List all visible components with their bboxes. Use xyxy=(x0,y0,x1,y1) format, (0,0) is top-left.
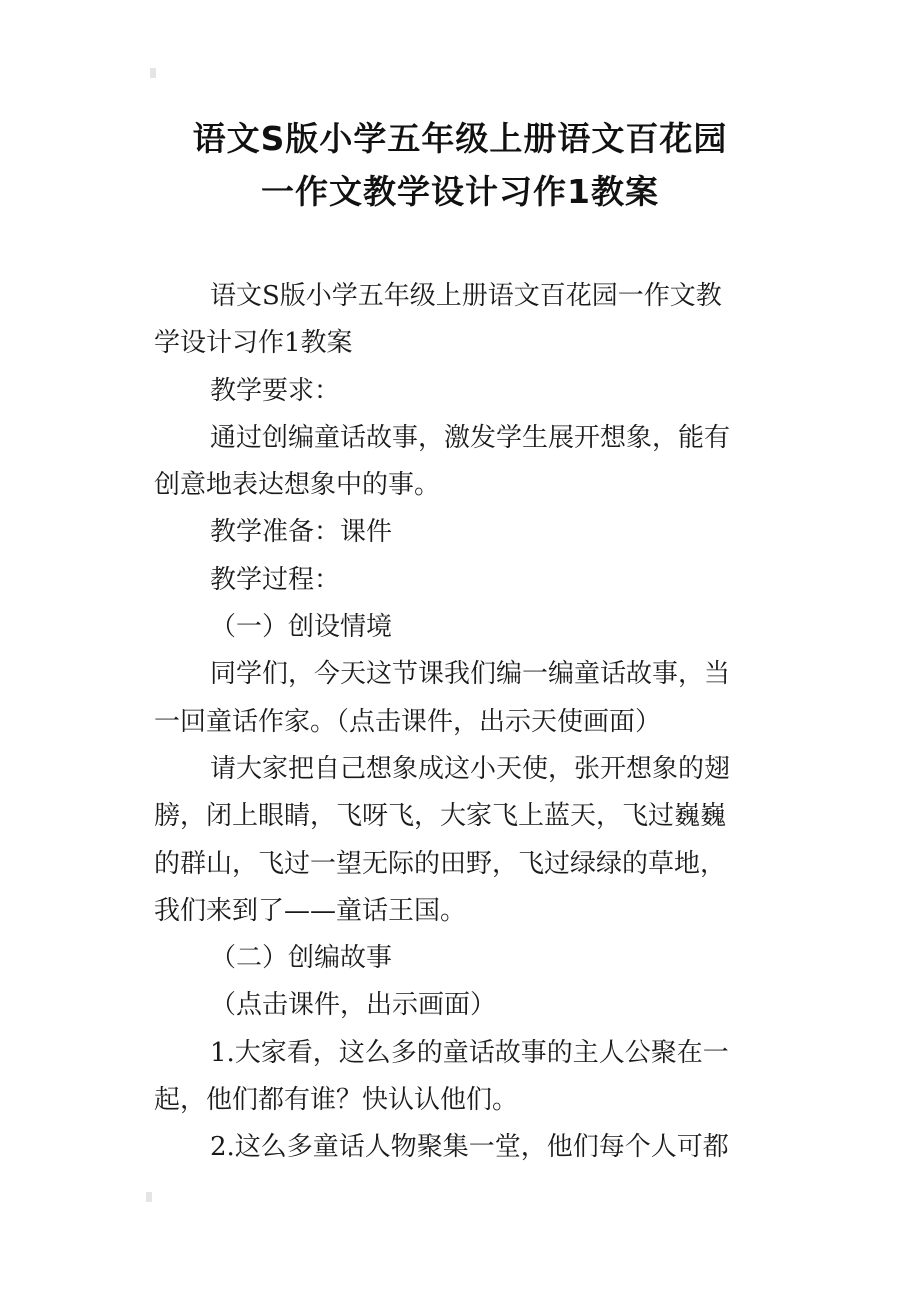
document-title xyxy=(120,112,800,218)
paragraph-line: 2.这么多童话人物聚集一堂，他们每个人可都 xyxy=(210,1132,729,1163)
document-body xyxy=(154,273,774,1172)
section-heading: （二）创编故事 xyxy=(210,943,393,974)
paragraph-line: 通过创编童话故事，激发学生展开想象，能有 xyxy=(210,422,731,453)
title-line-2: 一作文教学设计习作1教案 xyxy=(261,172,659,211)
scan-mark-bottom xyxy=(146,1192,152,1202)
paragraph-line: 教学要求： xyxy=(210,375,341,406)
title-line-1: 语文S版小学五年级上册语文百花园 xyxy=(192,119,728,158)
paragraph-line: 我们来到了——童话王国。 xyxy=(154,895,467,926)
paragraph-line: 学设计习作1教案 xyxy=(154,328,353,359)
paragraph-line: 起，他们都有谁？快认认他们。 xyxy=(154,1085,519,1116)
paragraph-line: 一回童话作家。（点击课件，出示天使画面） xyxy=(154,706,662,737)
paragraph-line: 语文S版小学五年级上册语文百花园一作文教 xyxy=(210,281,722,311)
paragraph-line: 膀，闭上眼睛，飞呀飞，大家飞上蓝天，飞过巍巍 xyxy=(154,801,727,832)
paragraph-line: （点击课件，出示画面） xyxy=(210,990,497,1021)
paragraph-line: 创意地表达想象中的事。 xyxy=(154,470,441,501)
paragraph-line: 请大家把自己想象成这小天使，张开想象的翅 xyxy=(210,753,731,784)
paragraph-line: 的群山，飞过一望无际的田野，飞过绿绿的草地， xyxy=(154,848,727,879)
paragraph-line: 教学准备：课件 xyxy=(210,517,393,548)
paragraph-line: 1.大家看，这么多的童话故事的主人公聚在一 xyxy=(210,1037,729,1068)
section-heading: （一）创设情境 xyxy=(210,612,393,643)
paragraph-line: 教学过程： xyxy=(210,564,341,595)
paragraph-line: 同学们，今天这节课我们编一编童话故事，当 xyxy=(210,659,731,690)
scan-mark-top xyxy=(150,68,156,78)
